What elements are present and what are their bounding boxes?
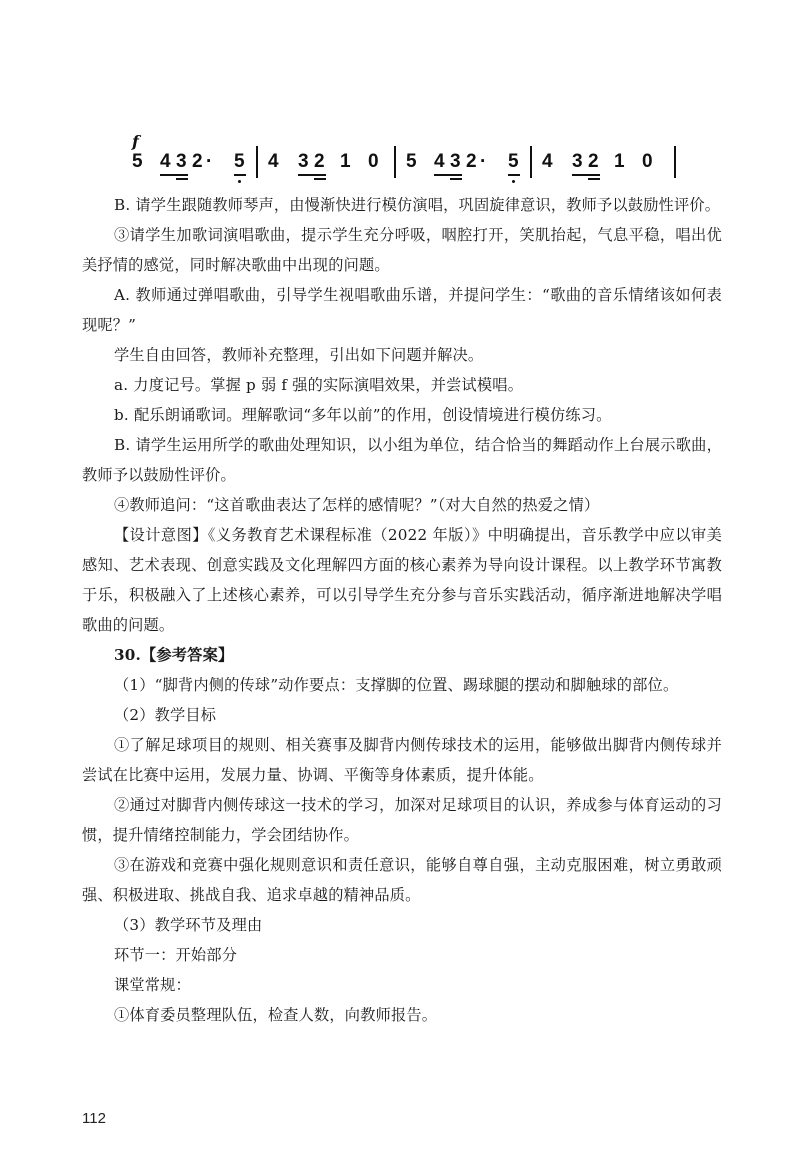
note-dot: · xyxy=(206,151,213,172)
beam-underline xyxy=(234,174,246,176)
note: 3 xyxy=(298,151,309,172)
note: 4 xyxy=(434,151,445,172)
paragraph: 课堂常规： xyxy=(114,976,191,994)
paragraph: ④教师追问：“这首歌曲表达了怎样的感情呢？”（对大自然的热爱之情） xyxy=(114,496,600,514)
note: 3 xyxy=(450,151,461,172)
note: 0 xyxy=(642,151,653,172)
note: 5 xyxy=(234,151,245,172)
paragraph: 学生自由回答，教师补充整理，引出如下问题并解决。 xyxy=(114,346,484,364)
note: 2 xyxy=(466,151,477,172)
beam-underline xyxy=(160,174,188,176)
paragraph: a. 力度记号。掌握 p 弱 f 强的实际演唱效果，并尝试模唱。 xyxy=(114,376,524,394)
note: 0 xyxy=(368,151,379,172)
dynamic-mark: f xyxy=(132,132,139,151)
note: 1 xyxy=(340,151,351,172)
note: 4 xyxy=(160,151,171,172)
body-text xyxy=(82,190,722,1030)
paragraph: ②通过对脚背内侧传球这一技术的学习，加深对足球项目的认识，养成参与体育运动的习惯，提升情绪控制能力，学会团结协作。 xyxy=(82,796,722,844)
section-heading: （2）教学目标 xyxy=(114,706,217,724)
note: 5 xyxy=(132,151,143,172)
note: 1 xyxy=(614,151,625,172)
paragraph: b. 配乐朗诵歌词。理解歌词“多年以前”的作用，创设情境进行模仿练习。 xyxy=(114,406,612,424)
paragraph: B. 请学生运用所学的歌曲处理知识，以小组为单位，结合恰当的舞蹈动作上台展示歌曲，教师予以鼓励性评价。 xyxy=(82,436,722,484)
note: 5 xyxy=(406,151,417,172)
note: 2 xyxy=(588,151,599,172)
note: 3 xyxy=(572,151,583,172)
bar-line xyxy=(394,146,396,178)
section-heading: （3）教学环节及理由 xyxy=(114,916,263,934)
paragraph: （1）“脚背内侧的传球”动作要点：支撑脚的位置、踢球腿的摆动和脚触球的部位。 xyxy=(114,676,679,694)
beam-underline xyxy=(508,174,520,176)
beam-underline xyxy=(572,174,600,176)
note: 2 xyxy=(192,151,203,172)
beam-underline xyxy=(176,178,188,180)
paragraph: B. 请学生跟随教师琴声，由慢渐快进行模仿演唱，巩固旋律意识，教师予以鼓励性评价。 xyxy=(114,196,721,214)
paragraph: 环节一：开始部分 xyxy=(114,946,238,964)
note: 3 xyxy=(176,151,187,172)
paragraph: ①了解足球项目的规则、相关赛事及脚背内侧传球技术的运用，能够做出脚背内侧传球并尝试在比赛中运用，发展力量、协调、平衡等身体素质，提升体能。 xyxy=(82,736,722,784)
note: 4 xyxy=(268,151,279,172)
note-dot: · xyxy=(480,151,487,172)
low-octave-dot xyxy=(512,180,515,183)
note: 5 xyxy=(508,151,519,172)
paragraph: ③在游戏和竞赛中强化规则意识和责任意识，能够自尊自强，主动克服困难，树立勇敢顽强、积极进取、挑战自我、追求卓越的精神品质。 xyxy=(82,856,722,904)
paragraph: A. 教师通过弹唱歌曲，引导学生视唱歌曲乐谱，并提问学生：“歌曲的音乐情绪该如何表现呢？” xyxy=(82,286,722,334)
beam-underline xyxy=(450,178,462,180)
numbered-musical-notation xyxy=(130,132,690,186)
design-intent-paragraph: 【设计意图】《义务教育艺术课程标准（2022 年版）》中明确提出，音乐教学中应以审美感知、艺术表现、创意实践及文化理解四方面的核心素养为导向设计课程。以上教学环节寓教于乐，积极融入了上述核心素养，可以引导学生充分参与音乐实践活动，循序渐进地解决学唱歌曲的问题。 xyxy=(82,526,722,634)
answer-heading: 30.【参考答案】 xyxy=(114,646,234,664)
bar-line xyxy=(674,146,676,178)
paragraph: ③请学生加歌词演唱歌曲，提示学生充分呼吸，咽腔打开，笑肌抬起，气息平稳，唱出优美抒情的感觉，同时解决歌曲中出现的问题。 xyxy=(82,226,722,274)
low-octave-dot xyxy=(238,180,241,183)
bar-line xyxy=(256,146,258,178)
paragraph: ①体育委员整理队伍，检查人数，向教师报告。 xyxy=(114,1006,438,1024)
note: 2 xyxy=(314,151,325,172)
beam-underline xyxy=(434,174,462,176)
beam-underline xyxy=(588,178,600,180)
page-number: 112 xyxy=(82,1110,106,1127)
note: 4 xyxy=(542,151,553,172)
beam-underline xyxy=(314,178,326,180)
beam-underline xyxy=(298,174,326,176)
bar-line xyxy=(530,146,532,178)
